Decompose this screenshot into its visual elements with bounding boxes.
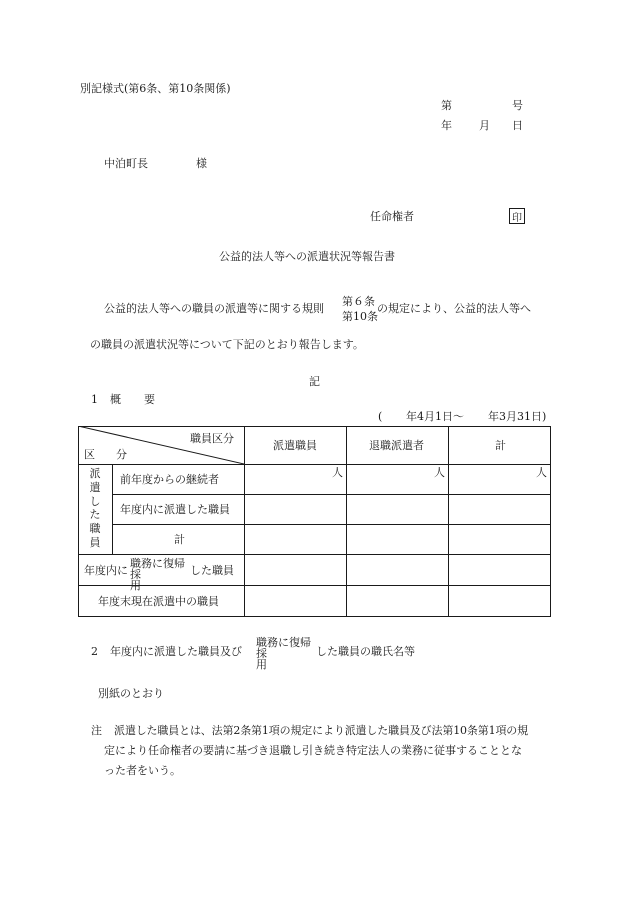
section2-num: 2 xyxy=(91,645,98,658)
note-label: 注 xyxy=(91,724,102,737)
col-line-label xyxy=(244,426,245,617)
group-label xyxy=(88,468,102,548)
section2-stack-bottom-a: 採 xyxy=(256,647,267,660)
intro-article-stack xyxy=(342,296,378,322)
col-header-retired: 退職派遣者 xyxy=(369,439,424,452)
form-label: 別記様式(第6条、第10条関係) xyxy=(80,82,231,95)
note-line3: った者をいう。 xyxy=(104,764,181,777)
period-open: ( xyxy=(378,410,383,423)
col-line-dispatched xyxy=(346,426,347,617)
col-header-total: 計 xyxy=(495,439,506,452)
section2-text-after: した職員の職氏名等 xyxy=(316,645,415,658)
sender-title: 任命権者 xyxy=(370,210,414,223)
corner-top: 職員区分 xyxy=(190,432,234,445)
row-label-dispatched-in-year: 年度内に派遣した職員 xyxy=(120,503,230,516)
row-label-returned-bottom xyxy=(130,569,190,591)
attachment-note: 別紙のとおり xyxy=(98,687,164,700)
seal-mark xyxy=(509,208,525,224)
row-label-returned-top: 職務に復帰 xyxy=(130,557,185,570)
row-label-returned-stack xyxy=(130,557,190,592)
group-label-char: た xyxy=(89,508,101,522)
unit-mark: 人 xyxy=(332,466,343,479)
group-label-char: し xyxy=(89,494,101,508)
intro-article-bottom: 第10条 xyxy=(342,310,378,323)
seal-char: 印 xyxy=(512,212,522,224)
col-line-group xyxy=(112,464,113,554)
number-go: 号 xyxy=(512,99,523,112)
intro-article-top: 第６条 xyxy=(342,295,375,308)
summary-table xyxy=(78,426,551,617)
note-line1: 派遣した職員とは、法第2条第1項の規定により派遣した職員及び法第10条第1項の規 xyxy=(114,724,528,737)
section1-title-a: 概 xyxy=(110,393,121,406)
section2-stack xyxy=(256,636,316,671)
unit-mark: 人 xyxy=(536,466,547,479)
date-month: 月 xyxy=(479,119,490,132)
row-label-returned-bottom-b: 用 xyxy=(130,579,141,592)
addressee-honorific: 様 xyxy=(196,157,207,170)
col-header-dispatched: 派遣職員 xyxy=(273,439,317,452)
section1-num: 1 xyxy=(91,393,98,406)
note-line2: 定により任命権者の要請に基づき退職し引き続き特定法人の業務に従事することとな xyxy=(104,744,522,757)
corner-bottom-b: 分 xyxy=(116,448,127,461)
col-line-retired xyxy=(448,426,449,617)
group-label-char: 職 xyxy=(89,522,101,536)
addressee-name: 中泊町長 xyxy=(104,157,148,170)
row-label-returned-bottom-a: 採 xyxy=(130,568,141,581)
row-label-year-end: 年度末現在派遣中の職員 xyxy=(98,595,219,608)
doc-title: 公益的法人等への派遣状況等報告書 xyxy=(219,250,395,263)
group-label-char: 遣 xyxy=(89,480,101,494)
row-label-returned-prefix: 年度内に xyxy=(84,564,128,577)
period-to: 年3月31日) xyxy=(488,410,547,423)
section2-stack-bottom-b: 用 xyxy=(256,658,267,671)
period-from: 年4月1日～ xyxy=(406,410,464,423)
section2-text-before: 年度内に派遣した職員及び xyxy=(110,645,242,658)
row-label-subtotal: 計 xyxy=(174,533,185,546)
section2-stack-bottom xyxy=(256,648,316,670)
intro-part2: の規定により、公益的法人等へ xyxy=(377,302,531,315)
date-year: 年 xyxy=(441,119,452,132)
row-line-continuing xyxy=(112,494,551,495)
date-day: 日 xyxy=(512,119,523,132)
row-line-dispatched xyxy=(112,524,551,525)
row-line-group xyxy=(78,554,551,555)
corner-bottom-a: 区 xyxy=(84,448,95,461)
row-line-header xyxy=(78,464,551,465)
unit-mark: 人 xyxy=(434,466,445,479)
row-label-returned-suffix: した職員 xyxy=(190,564,234,577)
section1-title-b: 要 xyxy=(144,393,155,406)
number-dai: 第 xyxy=(441,99,452,112)
section2-stack-top: 職務に復帰 xyxy=(256,636,311,649)
group-label-char: 派 xyxy=(89,467,101,480)
intro-part1: 公益的法人等への職員の派遣等に関する規則 xyxy=(104,302,324,315)
row-label-continuing: 前年度からの継続者 xyxy=(120,473,219,486)
intro-line2: の職員の派遣状況等について下記のとおり報告します。 xyxy=(90,338,364,351)
ki-label: 記 xyxy=(309,375,320,388)
group-label-char: 員 xyxy=(89,535,101,549)
